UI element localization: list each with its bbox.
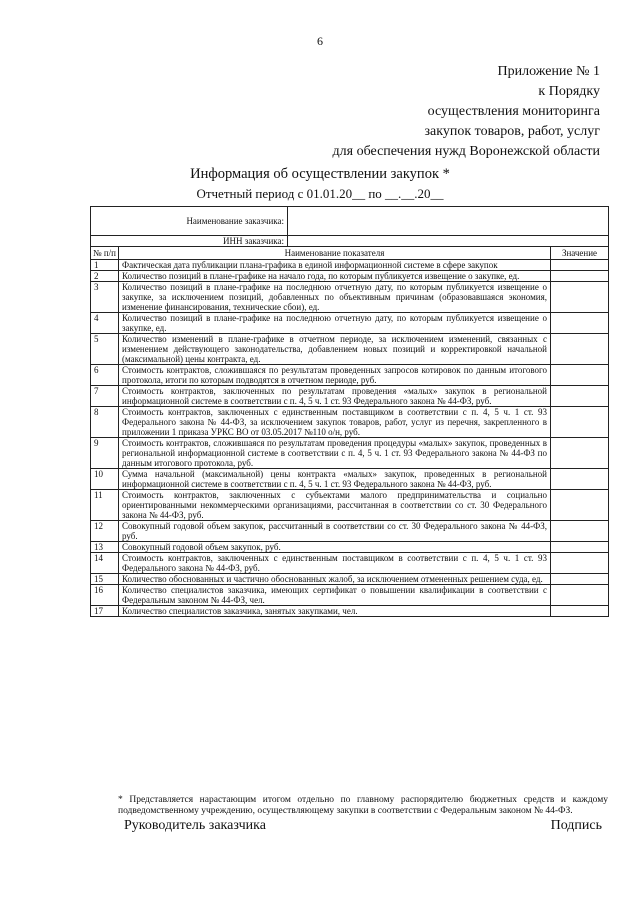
indicator-name: Стоимость контрактов, сложившаяся по результатам проведенных запросов котировок по данным итогового протокола, итоги по которым подводятся в отчетном периоде, руб. — [119, 365, 551, 386]
row-number: 15 — [91, 574, 119, 585]
indicator-value-cell[interactable] — [551, 521, 609, 542]
annex-line: для обеспечения нужд Воронежской области — [332, 144, 600, 159]
indicator-name: Совокупный годовой объем закупок, руб. — [119, 542, 551, 553]
row-number: 9 — [91, 438, 119, 469]
row-number: 17 — [91, 606, 119, 617]
indicator-name: Стоимость контрактов, заключенных по результатам проведения «малых» закупок в региональной информационной системе в соответствии с п. 4, 5 ч. 1 ст. 93 Федерального закона № 44-ФЗ, руб. — [119, 386, 551, 407]
table-row — [91, 469, 609, 490]
indicator-value-cell[interactable] — [551, 553, 609, 574]
indicator-value-cell[interactable] — [551, 334, 609, 365]
indicators-table-wrapper — [90, 206, 608, 617]
indicator-value-cell[interactable] — [551, 260, 609, 271]
table-row — [91, 282, 609, 313]
table-row — [91, 438, 609, 469]
indicator-value-cell[interactable] — [551, 386, 609, 407]
table-header-row — [91, 247, 609, 260]
annex-line: закупок товаров, работ, услуг — [424, 124, 600, 139]
indicators-table — [90, 206, 609, 617]
indicator-name: Количество изменений в плане-графике в отчетном периоде, за исключением изменений, связанных с изменением действующего законодательства, добавлением новых позиций и корректировкой начальной (максимальной) цены контракта, ед. — [119, 334, 551, 365]
page-number: 6 — [317, 34, 323, 48]
indicator-value-cell[interactable] — [551, 585, 609, 606]
indicator-name: Стоимость контрактов, заключенных с субъектами малого предпринимательства и социально ориентированными некоммерческими организациями, рассчитанная в соответствии со ст. 30 Федерального закона № 44-ФЗ, руб. — [119, 490, 551, 521]
table-row — [91, 585, 609, 606]
row-number: 3 — [91, 282, 119, 313]
table-row — [91, 271, 609, 282]
indicator-name: Количество позиций в плане-графике на начало года, по которым публикуется извещение о закупке, ед. — [119, 271, 551, 282]
indicator-value-cell[interactable] — [551, 313, 609, 334]
customer-inn-row — [91, 236, 609, 247]
signature-label: Подпись — [550, 818, 602, 833]
table-row — [91, 574, 609, 585]
header-indicator-name: Наименование показателя — [119, 247, 551, 260]
table-row — [91, 386, 609, 407]
indicator-value-cell[interactable] — [551, 271, 609, 282]
header-number: № п/п — [91, 247, 119, 260]
indicator-value-cell[interactable] — [551, 542, 609, 553]
table-row — [91, 407, 609, 438]
indicator-value-cell[interactable] — [551, 490, 609, 521]
row-number: 12 — [91, 521, 119, 542]
customer-inn-field[interactable] — [288, 236, 609, 247]
row-number: 4 — [91, 313, 119, 334]
indicator-value-cell[interactable] — [551, 606, 609, 617]
indicator-value-cell[interactable] — [551, 438, 609, 469]
indicator-value-cell[interactable] — [551, 365, 609, 386]
table-row — [91, 542, 609, 553]
row-number: 14 — [91, 553, 119, 574]
row-number: 11 — [91, 490, 119, 521]
customer-inn-label: ИНН заказчика: — [91, 236, 288, 247]
row-number: 16 — [91, 585, 119, 606]
customer-name-field[interactable] — [288, 207, 609, 236]
indicator-name: Количество обоснованных и частично обоснованных жалоб, за исключением отмененных решением суда, ед. — [119, 574, 551, 585]
annex-line: Приложение № 1 — [497, 64, 600, 79]
table-row — [91, 490, 609, 521]
row-number: 1 — [91, 260, 119, 271]
row-number: 10 — [91, 469, 119, 490]
table-row — [91, 334, 609, 365]
indicator-name: Стоимость контрактов, сложившаяся по результатам проведения процедуры «малых» закупок, проведенных в региональной информационной системе в соответствии с п. 4, 5 ч. 1 ст. 93 Федерального закона № 44-ФЗ по данным итогового протокола, руб. — [119, 438, 551, 469]
indicator-name: Стоимость контрактов, заключенных с единственным поставщиком в соответствии с п. 4, 5 ч. 1 ст. 93 Федерального закона № 44-ФЗ, за исключением закупок товаров, работ, услуг из перечня, закрепленного в приложении 1 приказа УРКС ВО от 03.05.2017 №110 о/н, руб. — [119, 407, 551, 438]
customer-name-label: Наименование заказчика: — [91, 207, 288, 236]
indicator-name: Стоимость контрактов, заключенных с единственным поставщиком в соответствии с п. 4, 5 ч. 1 ст. 93 Федерального закона № 44-ФЗ, руб. — [119, 553, 551, 574]
row-number: 5 — [91, 334, 119, 365]
table-row — [91, 365, 609, 386]
indicator-name: Количество специалистов заказчика, занятых закупками, чел. — [119, 606, 551, 617]
row-number: 2 — [91, 271, 119, 282]
indicator-value-cell[interactable] — [551, 282, 609, 313]
table-row — [91, 260, 609, 271]
table-row — [91, 553, 609, 574]
row-number: 13 — [91, 542, 119, 553]
document-title: Информация об осуществлении закупок * — [190, 166, 450, 182]
table-row — [91, 521, 609, 542]
row-number: 7 — [91, 386, 119, 407]
indicator-name: Количество специалистов заказчика, имеющих сертификат о повышении квалификации в соответствии с Федеральным законом № 44-ФЗ, чел. — [119, 585, 551, 606]
indicator-name: Количество позиций в плане-графике на последнюю отчетную дату, по которым публикуется извещение о закупке, за исключением позиций, добавленных по объективным причинам (образовавшаяся экономия, изменение финансирования, технические сбои), ед. — [119, 282, 551, 313]
annex-line: к Порядку — [538, 84, 600, 99]
row-number: 8 — [91, 407, 119, 438]
reporting-period: Отчетный период с 01.01.20__ по __.__.20__ — [196, 186, 444, 201]
table-row — [91, 313, 609, 334]
annex-header — [333, 62, 600, 162]
indicator-value-cell[interactable] — [551, 574, 609, 585]
row-number: 6 — [91, 365, 119, 386]
annex-line: осуществления мониторинга — [427, 104, 600, 119]
indicator-name: Количество позиций в плане-графике на последнюю отчетную дату, по которым публикуется извещение о закупке, ед. — [119, 313, 551, 334]
indicator-value-cell[interactable] — [551, 469, 609, 490]
customer-name-row — [91, 207, 609, 236]
footnote: * Представляется нарастающим итогом отдельно по главному распорядителю бюджетных средств и каждому подведомственному учреждению, осуществляющему закупки в соответствии с Федеральным законом № 44-ФЗ. — [118, 795, 608, 816]
indicator-name: Фактическая дата публикации плана-графика в единой информационной системе в сфере закупок — [119, 260, 551, 271]
indicator-name: Сумма начальной (максимальной) цены контракта «малых» закупок, проведенных в региональной информационной системе в соответствии с п. 4, 5 ч. 1 ст. 93 Федерального закона № 44-ФЗ, руб. — [119, 469, 551, 490]
indicator-value-cell[interactable] — [551, 407, 609, 438]
indicator-name: Совокупный годовой объем закупок, рассчитанный в соответствии со ст. 30 Федерального закона № 44-ФЗ, руб. — [119, 521, 551, 542]
head-of-customer-label: Руководитель заказчика — [124, 818, 266, 833]
header-value: Значение — [551, 247, 609, 260]
table-row — [91, 606, 609, 617]
